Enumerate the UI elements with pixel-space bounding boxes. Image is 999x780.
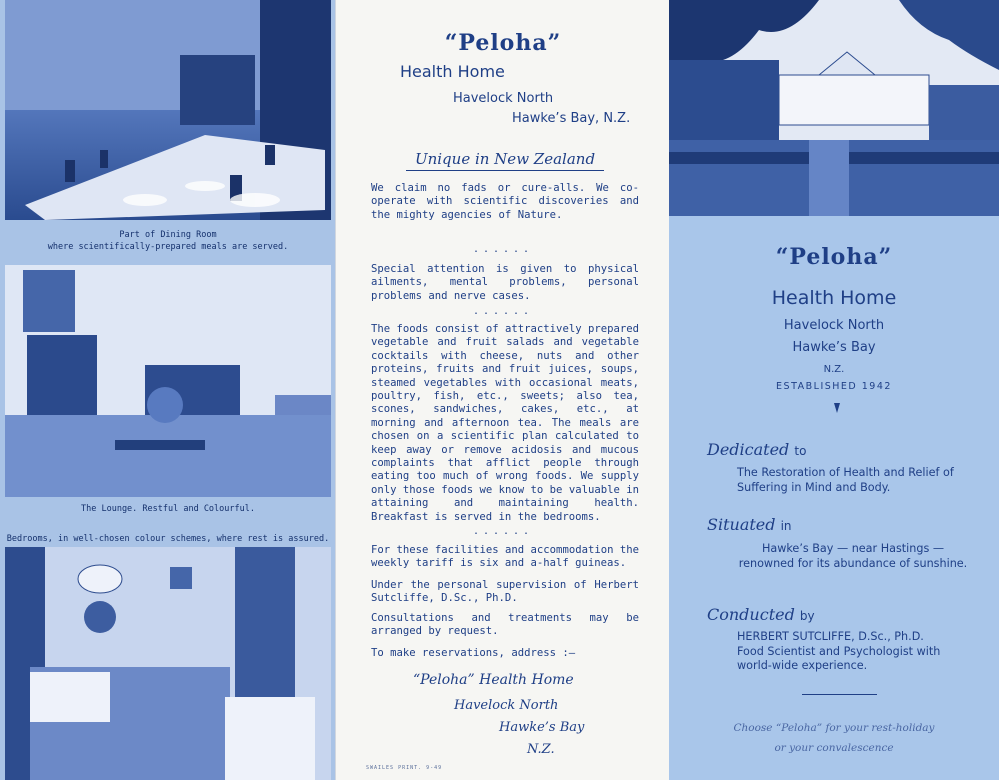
dedicated-body: The Restoration of Health and Relief of Suffering in Mind and Body. <box>737 466 954 494</box>
bedroom-photo <box>5 547 331 780</box>
bedrooms-caption: Bedrooms, in well-chosen colour schemes, where rest is assured. <box>6 534 330 544</box>
dining-caption-line1: Part of Dining Room <box>119 230 217 240</box>
situated-body: Hawke’s Bay — near Hastings — renowned for its abundance of sunshine. <box>738 542 968 570</box>
dedicated-to: to <box>794 444 807 458</box>
paragraph-special-attention: Special attention is given to physical ailments, mental problems, personal problems and nerve cases. <box>371 263 639 302</box>
lounge-caption: The Lounge. Restful and Colourful. <box>81 504 255 514</box>
printer-credit: SWAILES PRINT. 9-49 <box>366 765 443 771</box>
middle-havelock: Havelock North <box>453 91 554 106</box>
dots-divider-1: ...... <box>472 244 534 255</box>
address-line-3: Hawke’s Bay <box>499 720 585 735</box>
conducted-body <box>737 630 969 674</box>
down-arrow-icon <box>834 403 840 413</box>
footer-line-2: or your convalescence <box>774 742 894 754</box>
right-hawkes-bay: Hawke’s Bay <box>792 340 876 355</box>
address-line-2: Havelock North <box>454 698 559 713</box>
conducted-by: by <box>799 609 815 623</box>
paragraph-supervision: Under the personal supervision of Herbert Sutcliffe, D.Sc., Ph.D. <box>371 579 639 605</box>
right-title: “Peloha” <box>775 244 893 270</box>
right-panel <box>669 0 999 780</box>
left-panel <box>0 0 335 780</box>
right-nz: N.Z. <box>823 364 845 375</box>
paragraph-reservations: To make reservations, address :— <box>371 647 576 659</box>
conducted-name: HERBERT SUTCLIFFE, D.Sc., Ph.D. <box>737 630 924 643</box>
middle-panel <box>335 0 671 780</box>
situated-heading <box>707 515 792 534</box>
address-line-1: “Peloha” Health Home <box>413 672 574 688</box>
middle-health-home: Health Home <box>400 62 505 81</box>
lounge-photo <box>5 265 331 497</box>
conducted-desc: Food Scientist and Psychologist with world-wide experience. <box>737 644 941 672</box>
right-health-home: Health Home <box>771 287 897 309</box>
dots-divider-3: ...... <box>472 526 534 537</box>
middle-hawkes-bay: Hawke’s Bay, N.Z. <box>512 111 631 126</box>
footer-line-1: Choose “Peloha” for your rest-holiday <box>733 722 935 734</box>
unique-heading: Unique in New Zealand <box>406 150 604 171</box>
address-line-4: N.Z. <box>527 742 555 757</box>
dedicated-heading <box>707 440 806 459</box>
dining-caption <box>5 229 331 253</box>
paragraph-consultations: Consultations and treatments may be arranged by request. <box>371 612 639 638</box>
situated-in: in <box>780 519 792 533</box>
conducted-word: Conducted <box>707 605 795 624</box>
established-line: ESTABLISHED 1942 <box>776 381 892 392</box>
dining-room-photo <box>5 0 331 220</box>
situated-word: Situated <box>707 515 776 534</box>
house-photo <box>669 0 999 216</box>
dining-caption-line2: where scientifically-prepared meals are served. <box>47 242 289 252</box>
right-havelock: Havelock North <box>783 318 885 333</box>
dedicated-word: Dedicated <box>707 440 790 459</box>
middle-title: “Peloha” <box>444 30 562 56</box>
divider-rule <box>802 694 877 695</box>
paragraph-tariff: For these facilities and accommodation the weekly tariff is six and a-half guineas. <box>371 544 639 570</box>
paragraph-foods: The foods consist of attractively prepared vegetable and fruit salads and vegetable cocktails with cheese, nuts and other proteins, fruits and fruit juices, soups, steamed vegetables with occasional meats, poultry, fish, etc., sweets; also tea, scones, sandwiches, cakes, etc., at morning and afternoon tea. The meals are chosen on a scientific plan calculated to keep away or remove acidosis and mucous complaints that afflict people through eating too much of wrong foods. We supply only those foods we know to be valuable in attaining and maintaining health. Breakfast is served in the bedrooms. <box>371 323 639 523</box>
paragraph-no-fads: We claim no fads or cure-alls. We co-operate with scientific discoveries and the mighty agencies of Nature. <box>371 182 639 221</box>
conducted-heading <box>707 605 815 624</box>
dots-divider-2: ...... <box>472 306 534 317</box>
